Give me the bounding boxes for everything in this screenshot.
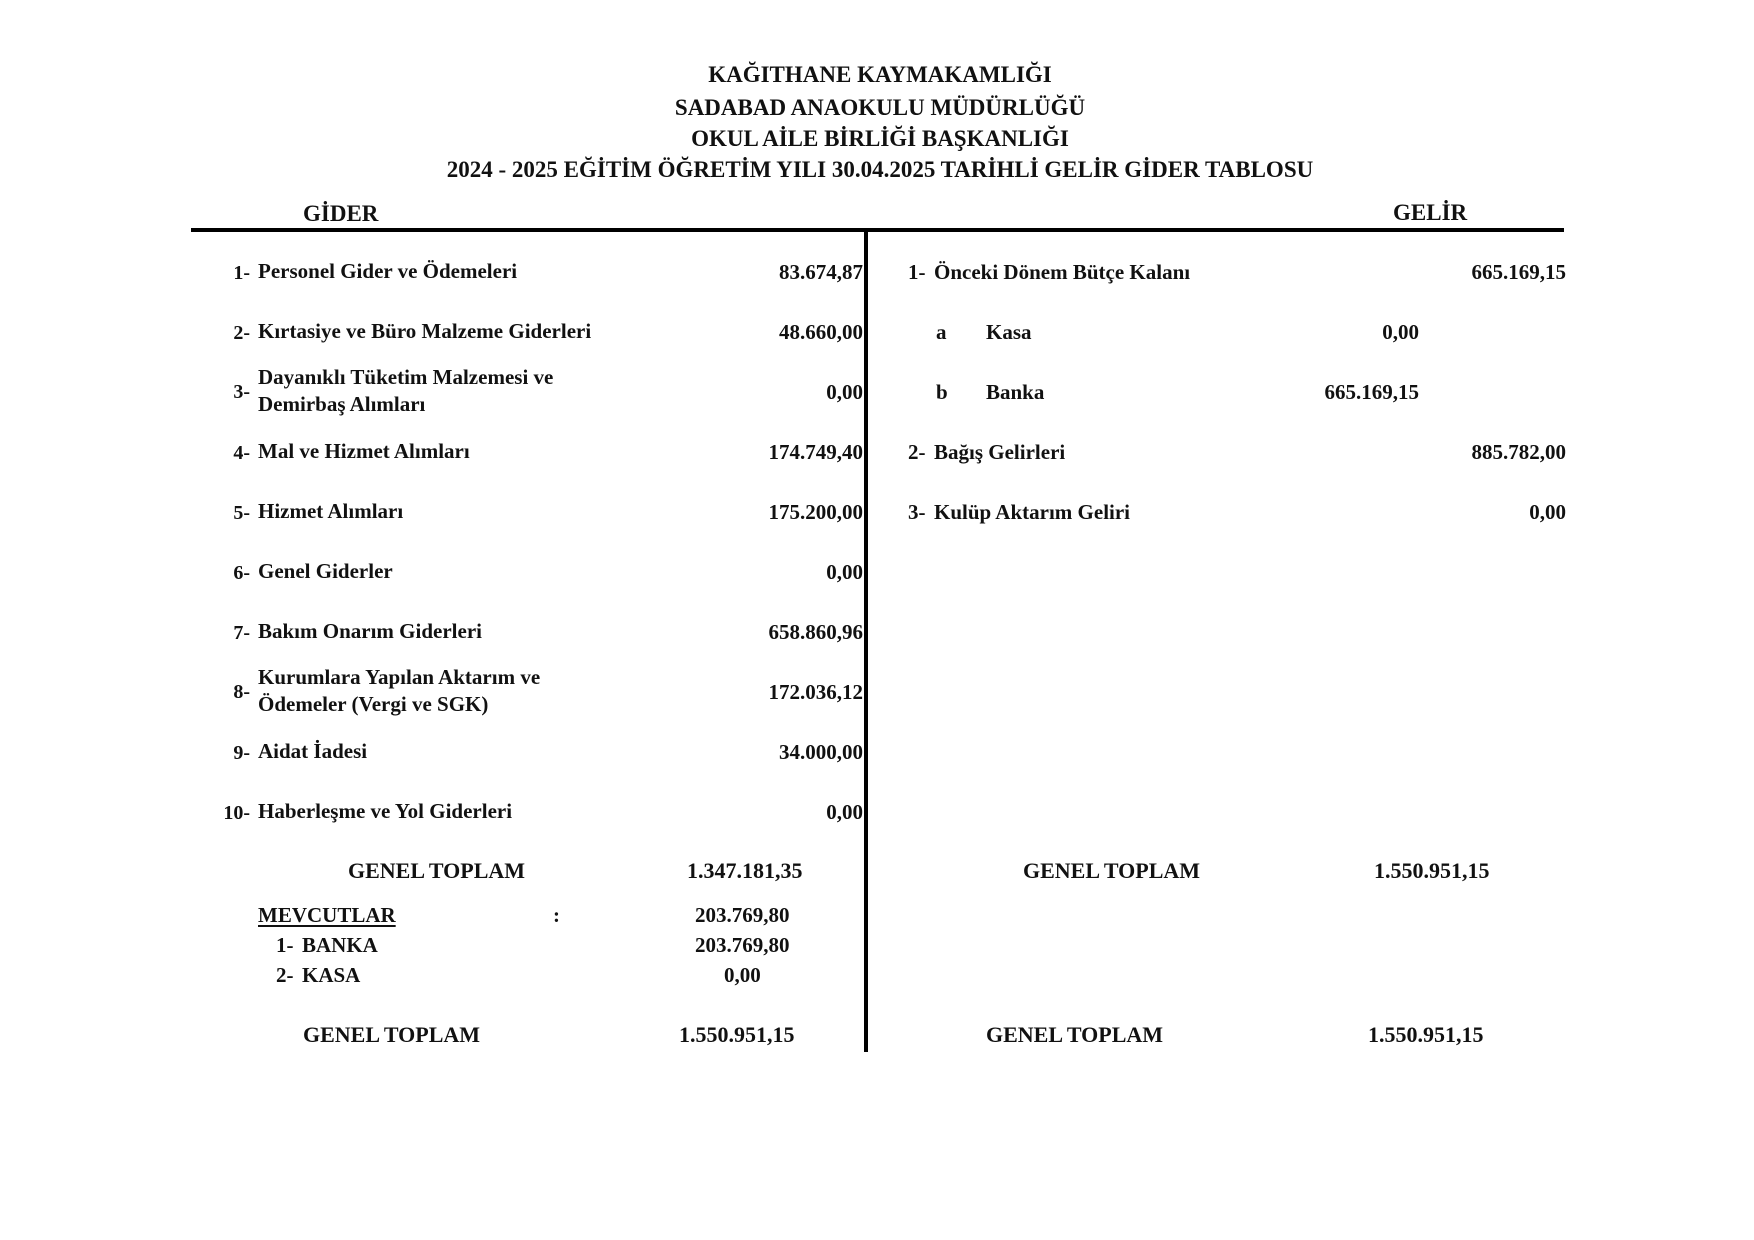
mevcut-item-number: 1-	[276, 933, 294, 957]
gider-total-amount: 1.550.951,15	[679, 1022, 795, 1047]
item-number: 1-	[233, 262, 250, 284]
header-rule	[191, 228, 1564, 232]
sub-item-label: Banka	[986, 380, 1045, 404]
item-label: Bakım Onarım Giderleri	[258, 619, 482, 643]
title-association: OKUL AİLE BİRLİĞİ BAŞKANLIĞI	[691, 126, 1069, 151]
sub-item-label: Kasa	[986, 320, 1032, 344]
item-number: 8-	[233, 681, 250, 703]
item-label: Kırtasiye ve Büro Malzeme Giderleri	[258, 319, 592, 343]
item-number: 4-	[233, 442, 250, 464]
item-number: 5-	[233, 502, 250, 524]
sub-item-amount: 665.169,15	[1324, 380, 1419, 404]
item-label-line2: Ödemeler (Vergi ve SGK)	[258, 692, 489, 716]
item-label: Önceki Dönem Bütçe Kalanı	[934, 260, 1191, 284]
item-amount: 0,00	[1529, 500, 1566, 524]
item-label-line1: Kurumlara Yapılan Aktarım ve	[258, 665, 541, 689]
item-number: 2-	[233, 322, 250, 344]
sub-item-amount: 0,00	[1382, 320, 1419, 344]
item-amount: 0,00	[826, 560, 863, 584]
item-label-line2: Demirbaş Alımları	[258, 392, 426, 416]
item-amount: 885.782,00	[1471, 440, 1566, 464]
item-label: Hizmet Alımları	[258, 499, 404, 523]
item-label: Haberleşme ve Yol Giderleri	[258, 799, 513, 823]
mevcutlar-amount: 203.769,80	[695, 903, 790, 927]
gider-subtotal-amount: 1.347.181,35	[687, 858, 803, 883]
mevcut-item-number: 2-	[276, 963, 294, 987]
item-number: 2-	[908, 440, 926, 464]
title-report: 2024 - 2025 EĞİTİM ÖĞRETİM YILI 30.04.2025 TARİHLİ GELİR GİDER TABLOSU	[446, 157, 1314, 182]
mevcutlar-colon: :	[553, 903, 560, 927]
gelir-total-amount: 1.550.951,15	[1368, 1022, 1484, 1047]
item-number: 9-	[233, 742, 250, 764]
item-label: Kulüp Aktarım Geliri	[934, 500, 1131, 524]
mevcutlar-label: MEVCUTLAR	[258, 903, 396, 927]
item-amount: 665.169,15	[1471, 260, 1566, 284]
gider-subtotal-label: GENEL TOPLAM	[348, 858, 526, 883]
gider-total-label: GENEL TOPLAM	[303, 1022, 481, 1047]
column-divider	[864, 230, 868, 1052]
mevcut-item-label: KASA	[302, 963, 361, 987]
title-school: SADABAD ANAOKULU MÜDÜRLÜĞÜ	[674, 95, 1086, 120]
mevcut-item-amount: 203.769,80	[695, 933, 790, 957]
item-label-line1: Dayanıklı Tüketim Malzemesi ve	[258, 365, 554, 389]
item-label: Mal ve Hizmet Alımları	[258, 439, 470, 463]
item-number: 10-	[223, 802, 250, 824]
item-amount: 174.749,40	[768, 440, 863, 464]
item-label: Genel Giderler	[258, 559, 393, 583]
item-label: Personel Gider ve Ödemeleri	[258, 259, 518, 283]
item-number: 3-	[233, 381, 250, 403]
item-amount: 0,00	[826, 800, 863, 824]
item-label: Aidat İadesi	[258, 739, 368, 763]
item-number: 6-	[233, 562, 250, 584]
item-amount: 83.674,87	[779, 260, 863, 284]
item-amount: 48.660,00	[779, 320, 863, 344]
sub-item-letter: b	[936, 380, 948, 404]
mevcut-item-amount: 0,00	[724, 963, 761, 987]
item-amount: 172.036,12	[768, 680, 863, 704]
item-amount: 175.200,00	[768, 500, 863, 524]
gelir-subtotal-label: GENEL TOPLAM	[1023, 858, 1201, 883]
sub-item-letter: a	[936, 320, 947, 344]
gelir-total-label: GENEL TOPLAM	[986, 1022, 1164, 1047]
item-label: Bağış Gelirleri	[934, 440, 1066, 464]
gelir-subtotal-amount: 1.550.951,15	[1374, 858, 1490, 883]
item-number: 7-	[233, 622, 250, 644]
item-amount: 658.860,96	[768, 620, 863, 644]
item-amount: 34.000,00	[779, 740, 863, 764]
item-number: 1-	[908, 260, 926, 284]
title-district: KAĞITHANE KAYMAKAMLIĞI	[708, 62, 1052, 87]
gider-heading: GİDER	[303, 201, 379, 226]
mevcut-item-label: BANKA	[302, 933, 378, 957]
item-number: 3-	[908, 500, 926, 524]
item-amount: 0,00	[826, 380, 863, 404]
gelir-heading: GELİR	[1393, 200, 1468, 225]
